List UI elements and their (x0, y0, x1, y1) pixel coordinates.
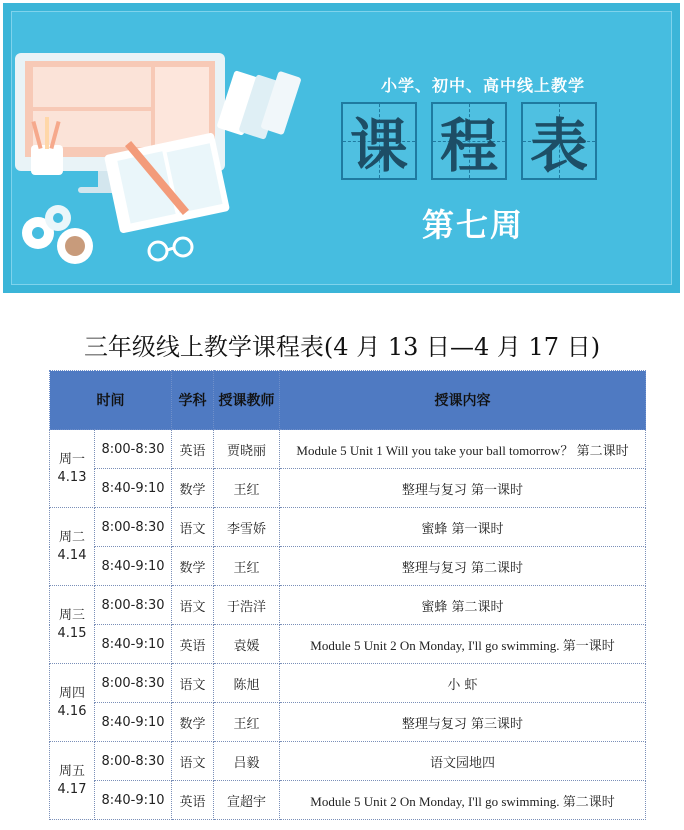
teacher-cell: 陈旭 (214, 664, 280, 703)
teacher-cell: 王红 (214, 469, 280, 508)
title-char: 课 (341, 102, 417, 180)
time-cell: 8:00-8:30 (95, 430, 172, 469)
table-row (50, 625, 646, 664)
teacher-cell: 王红 (214, 547, 280, 586)
content-cell: 整理与复习 第一课时 (280, 469, 646, 508)
day-cell: 周五 4.17 (50, 742, 95, 820)
time-cell: 8:00-8:30 (95, 508, 172, 547)
time-cell: 8:00-8:30 (95, 586, 172, 625)
time-cell: 8:40-9:10 (95, 469, 172, 508)
table-row (50, 664, 646, 703)
table-header-row (50, 371, 646, 430)
glasses-icon (149, 242, 167, 260)
time-cell: 8:00-8:30 (95, 742, 172, 781)
subject-cell: 语文 (172, 586, 214, 625)
header-subject: 学科 (172, 371, 214, 430)
table-row (50, 508, 646, 547)
table-row (50, 781, 646, 820)
subject-cell: 英语 (172, 625, 214, 664)
teacher-cell: 王红 (214, 703, 280, 742)
table-row (50, 742, 646, 781)
title-char: 程 (431, 102, 507, 180)
content-cell: Module 5 Unit 1 Will you take your ball tomorrow？ 第二课时 (280, 430, 646, 469)
time-cell: 8:00-8:30 (95, 664, 172, 703)
time-cell: 8:40-9:10 (95, 781, 172, 820)
subject-cell: 数学 (172, 547, 214, 586)
content-cell: 整理与复习 第三课时 (280, 703, 646, 742)
table-row (50, 430, 646, 469)
header-teacher: 授课教师 (214, 371, 280, 430)
content-cell: 语文园地四 (280, 742, 646, 781)
table-row (50, 586, 646, 625)
day-cell: 周三 4.15 (50, 586, 95, 664)
schedule-table (49, 370, 646, 820)
table-row (50, 703, 646, 742)
table-row (50, 547, 646, 586)
subject-cell: 数学 (172, 703, 214, 742)
subject-cell: 英语 (172, 430, 214, 469)
subject-cell: 英语 (172, 781, 214, 820)
pencil-cup-icon (31, 145, 63, 175)
time-cell: 8:40-9:10 (95, 703, 172, 742)
teacher-cell: 李雪娇 (214, 508, 280, 547)
content-cell: 小 虾 (280, 664, 646, 703)
day-cell: 周四 4.16 (50, 664, 95, 742)
subject-cell: 语文 (172, 664, 214, 703)
banner-title (341, 102, 597, 180)
subject-cell: 语文 (172, 508, 214, 547)
content-cell: 蜜蜂 第二课时 (280, 586, 646, 625)
subject-cell: 语文 (172, 742, 214, 781)
banner-subtitle: 小学、初中、高中线上教学 (380, 76, 585, 95)
subject-cell: 数学 (172, 469, 214, 508)
day-cell: 周一 4.13 (50, 430, 95, 508)
header-banner (3, 3, 680, 293)
header-content: 授课内容 (280, 371, 646, 430)
header-time: 时间 (50, 371, 172, 430)
content-cell: Module 5 Unit 2 On Monday, I'll go swimming. 第一课时 (280, 625, 646, 664)
time-cell: 8:40-9:10 (95, 547, 172, 586)
day-cell: 周二 4.14 (50, 508, 95, 586)
teacher-cell: 贾晓丽 (214, 430, 280, 469)
table-row (50, 469, 646, 508)
content-cell: 整理与复习 第二课时 (280, 547, 646, 586)
teacher-cell: 宣超宇 (214, 781, 280, 820)
page-title: 三年级线上教学课程表(4 月 13 日—4 月 17 日) (83, 333, 601, 361)
time-cell: 8:40-9:10 (95, 625, 172, 664)
teacher-cell: 吕毅 (214, 742, 280, 781)
content-cell: 蜜蜂 第一课时 (280, 508, 646, 547)
title-char: 表 (521, 102, 597, 180)
teacher-cell: 于浩洋 (214, 586, 280, 625)
content-cell: Module 5 Unit 2 On Monday, I'll go swimming. 第二课时 (280, 781, 646, 820)
week-label: 第七周 (421, 206, 524, 244)
desk-illustration (3, 3, 333, 293)
teacher-cell: 袁媛 (214, 625, 280, 664)
